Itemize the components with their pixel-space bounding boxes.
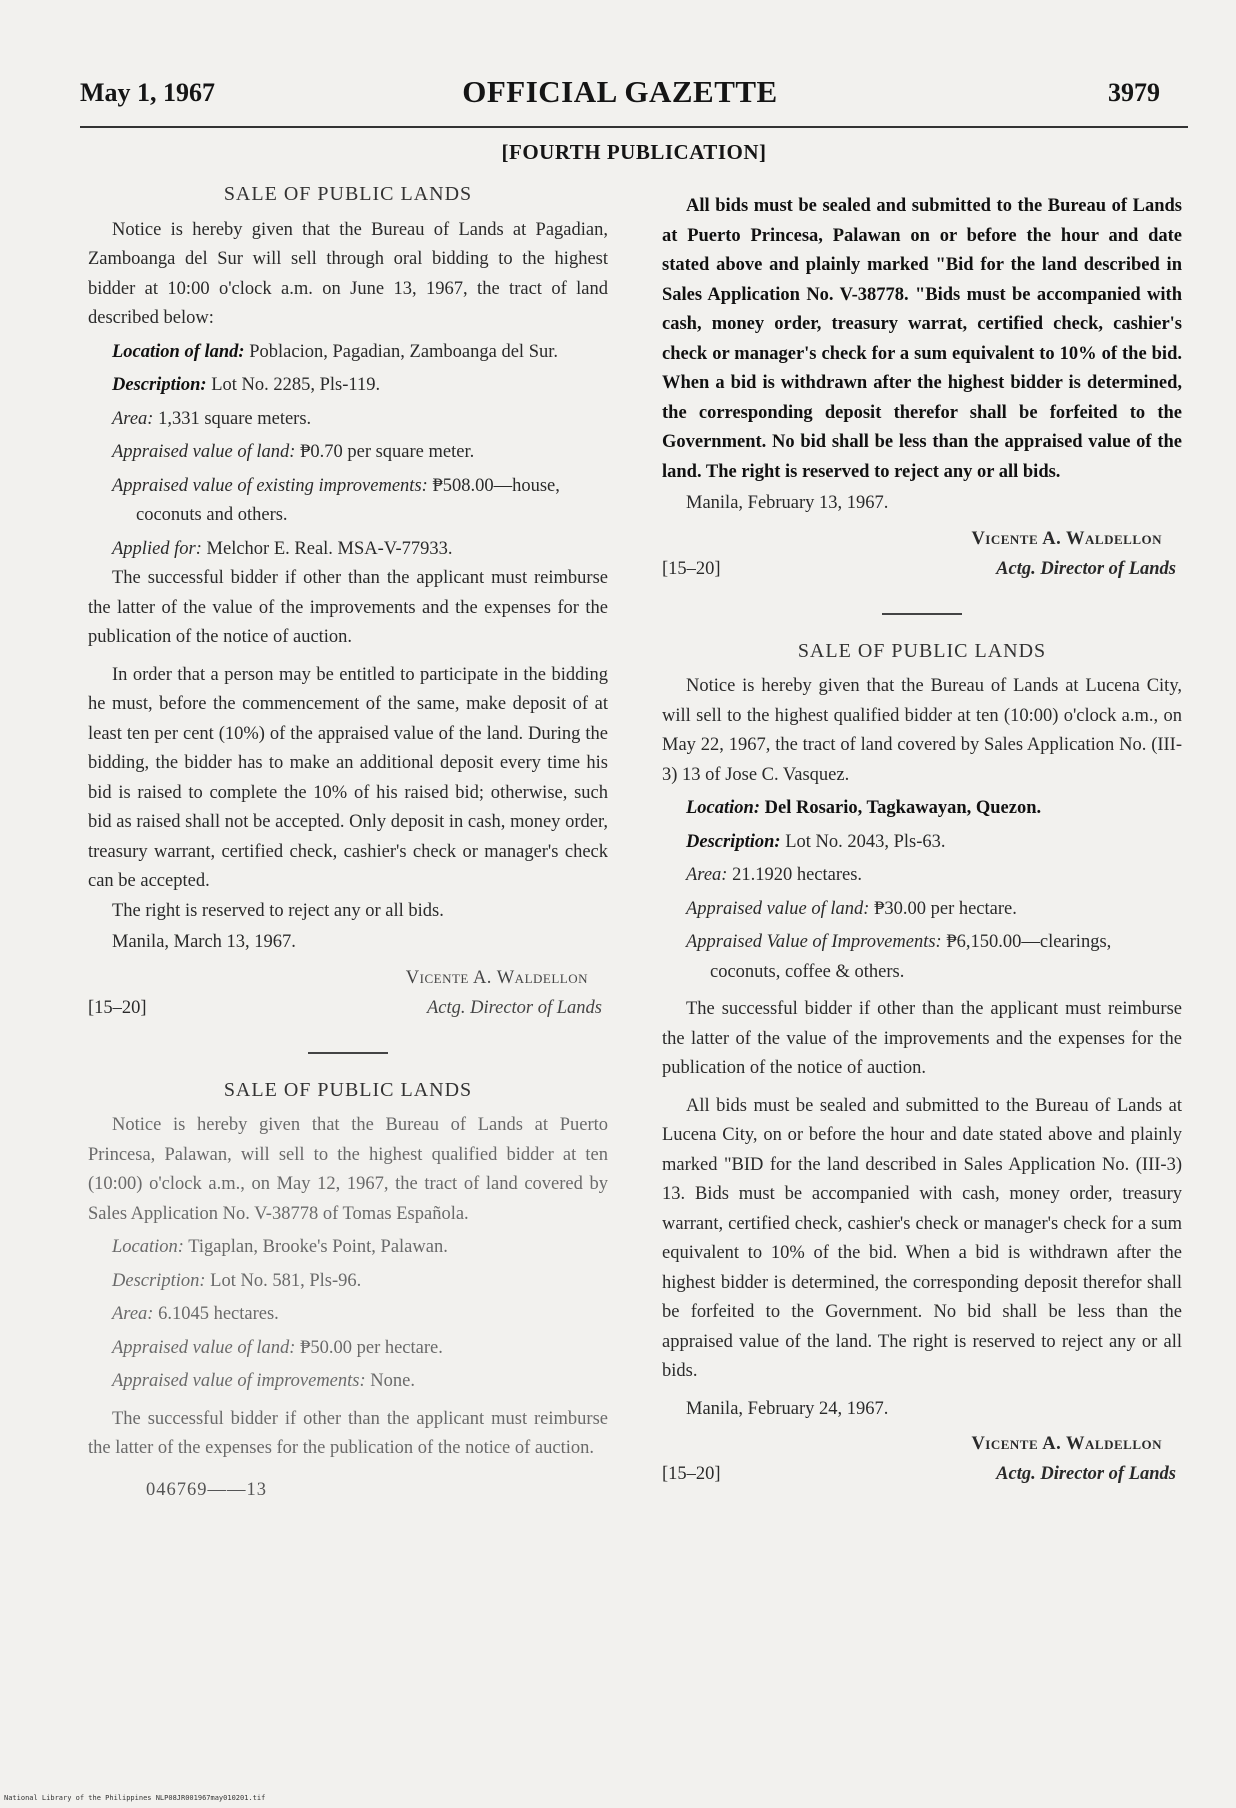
notice-paragraph: The successful bidder if other than the applicant must reimburse the latter of the value of the improvements and the expenses for the publication of the notice of auction. [662, 999, 1182, 1078]
signature-block [662, 525, 1182, 589]
notice-lucena [662, 637, 1182, 1495]
notice-code: 046769——13 [146, 1479, 267, 1500]
notice-pagadian [88, 180, 608, 1028]
header-page-number: 3979 [1108, 78, 1160, 107]
field-description: Description: Lot No. 2285, Pls-119. [112, 375, 381, 395]
notice-paragraph: The right is reserved to reject any or all bids. [112, 900, 444, 921]
issue-ref: [15–20] [662, 558, 721, 579]
notice-intro: Notice is hereby given that the Bureau of Lands at Lucena City, will sell to the highest qualified bidder at ten (10:00) o'clock a.m., on May 22, 1967, the tract of land covered by Sales Application No. (III-3) 13 of Jose C. Vasquez. [662, 676, 1182, 785]
field-area: Area: 21.1920 hectares. [686, 865, 863, 885]
field-appraised-improvements: Appraised Value of Improvements: ₱6,150.00—clearings, coconuts, coffee & others. [686, 932, 1112, 982]
page-header [80, 72, 1160, 116]
publication-tag: [FOURTH PUBLICATION] [501, 140, 767, 164]
signer-title: Actg. Director of Lands [996, 1464, 1176, 1484]
field-applied-for: Applied for: Melchor E. Real. MSA-V-77933. [112, 538, 453, 559]
field-description: Description: Lot No. 2043, Pls-63. [686, 831, 946, 852]
header-rule [80, 126, 1188, 128]
left-column [88, 180, 608, 1505]
notice-paragraph: All bids must be sealed and submitted to the Bureau of Lands at Lucena City, on or before the hour and date stated above and plainly marked "BID for the land described in Sales Application No. (III-3) 13. Bids must be accompanied with cash, money order, treasury warrant, certified check, cashier's check or manager's check for a sum equivalent to 10% of the bid. When a bid is withdrawn after the highest bidder is determined, the corresponding deposit therefor shall be forfeited to the Government. No bid shall be less than the appraised value of the land. The right is reserved to reject any or all bids. [662, 1095, 1182, 1381]
field-area: Area: 6.1045 hectares. [112, 1304, 279, 1324]
notice-paragraph: In order that a person may be entitled to participate in the bidding he must, before the commencement of the same, make deposit of at least ten per cent (10%) of the appraised value of the land. During the bidding, the bidder has to make an additional deposit every time his bid is raised to complete the 10% of his raised bid; otherwise, such bid as raised shall not be accepted. Only deposit in cash, money order, treasury warrant, certified check, cashier's check or manager's check can be accepted. [88, 664, 608, 891]
signer-title: Actg. Director of Lands [426, 997, 602, 1018]
right-column [662, 192, 1182, 1494]
notice-divider [882, 613, 962, 615]
signer-name: Vicente A. Waldellon [971, 528, 1162, 549]
notice-title: SALE OF PUBLIC LANDS [223, 183, 473, 205]
notice-continuation [662, 192, 1182, 589]
notice-intro: Notice is hereby given that the Bureau of Lands at Pagadian, Zamboanga del Sur will sell through oral bidding to the highest bidder at 10:00 o'clock a.m. on June 13, 1967, the tract of land described below: [88, 219, 608, 328]
field-appraised-land: Appraised value of land: ₱50.00 per hectare. [112, 1337, 443, 1358]
signature-block [662, 1430, 1182, 1494]
field-appraised-land: Appraised value of land: ₱0.70 per square meter. [112, 442, 475, 462]
notice-intro: Notice is hereby given that the Bureau of Lands at Puerto Princesa, Palawan, will sell to the highest qualified bidder at ten (10:00) o'clock a.m., on May 12, 1967, the tract of land covered by Sales Application No. V-38778 of Tomas Española. [88, 1115, 608, 1224]
notice-paragraph: The successful bidder if other than the applicant must reimburse the latter of the expenses for the publication of the notice of auction. [88, 1408, 608, 1458]
notice-dateline: Manila, March 13, 1967. [112, 932, 296, 952]
notice-dateline: Manila, February 24, 1967. [686, 1398, 889, 1419]
notice-puerto-princesa [88, 1076, 608, 1506]
notice-paragraph: The successful bidder if other than the applicant must reimburse the latter of the value of the improvements and the expenses for the publication of the notice of auction. [88, 568, 608, 647]
field-appraised-land: Appraised value of land: ₱30.00 per hectare. [686, 898, 1017, 919]
notice-title: SALE OF PUBLIC LANDS [797, 639, 1047, 662]
signer-name: Vicente A. Waldellon [971, 1434, 1162, 1454]
signer-name: Vicente A. Waldellon [405, 967, 588, 988]
issue-ref: [15–20] [88, 997, 147, 1018]
field-description: Description: Lot No. 581, Pls-96. [112, 1270, 362, 1291]
notice-title: SALE OF PUBLIC LANDS [223, 1078, 473, 1101]
field-appraised-improvements: Appraised value of existing improvements: ₱508.00—house, coconuts and others. [112, 475, 560, 525]
field-area: Area: 1,331 square meters. [112, 408, 312, 429]
signature-block [88, 964, 608, 1028]
signer-title: Actg. Director of Lands [996, 558, 1176, 579]
issue-ref: [15–20] [662, 1464, 721, 1484]
field-location: Location: Tigaplan, Brooke's Point, Palawan. [112, 1237, 448, 1257]
field-location: Location of land: Poblacion, Pagadian, Zamboanga del Sur. [112, 341, 559, 362]
notice-divider [308, 1052, 388, 1054]
notice-paragraph: All bids must be sealed and submitted to the Bureau of Lands at Puerto Princesa, Palawan on or before the hour and date stated above and plainly marked "Bid for the land described in Sales Application No. V-38778. "Bids must be accompanied with cash, money order, treasury warrat, certified check, cashier's check or manager's check for a sum equivalent to 10% of the bid. When a bid is withdrawn after the highest bidder is determined, the corresponding deposit therefor shall be forfeited to the Government. No bid shall be less than the appraised value of the land. The right is reserved to reject any or all bids. [662, 196, 1182, 482]
field-appraised-improvements: Appraised value of improvements: None. [112, 1371, 415, 1391]
header-title: OFFICIAL GAZETTE [462, 74, 778, 109]
field-location: Location: Del Rosario, Tagkawayan, Quezon. [686, 798, 1042, 818]
header-date: May 1, 1967 [80, 78, 216, 107]
notice-dateline: Manila, February 13, 1967. [686, 493, 889, 513]
scan-credit: National Library of the Philippines NLP08JR001967may010201.tif [4, 1794, 266, 1802]
